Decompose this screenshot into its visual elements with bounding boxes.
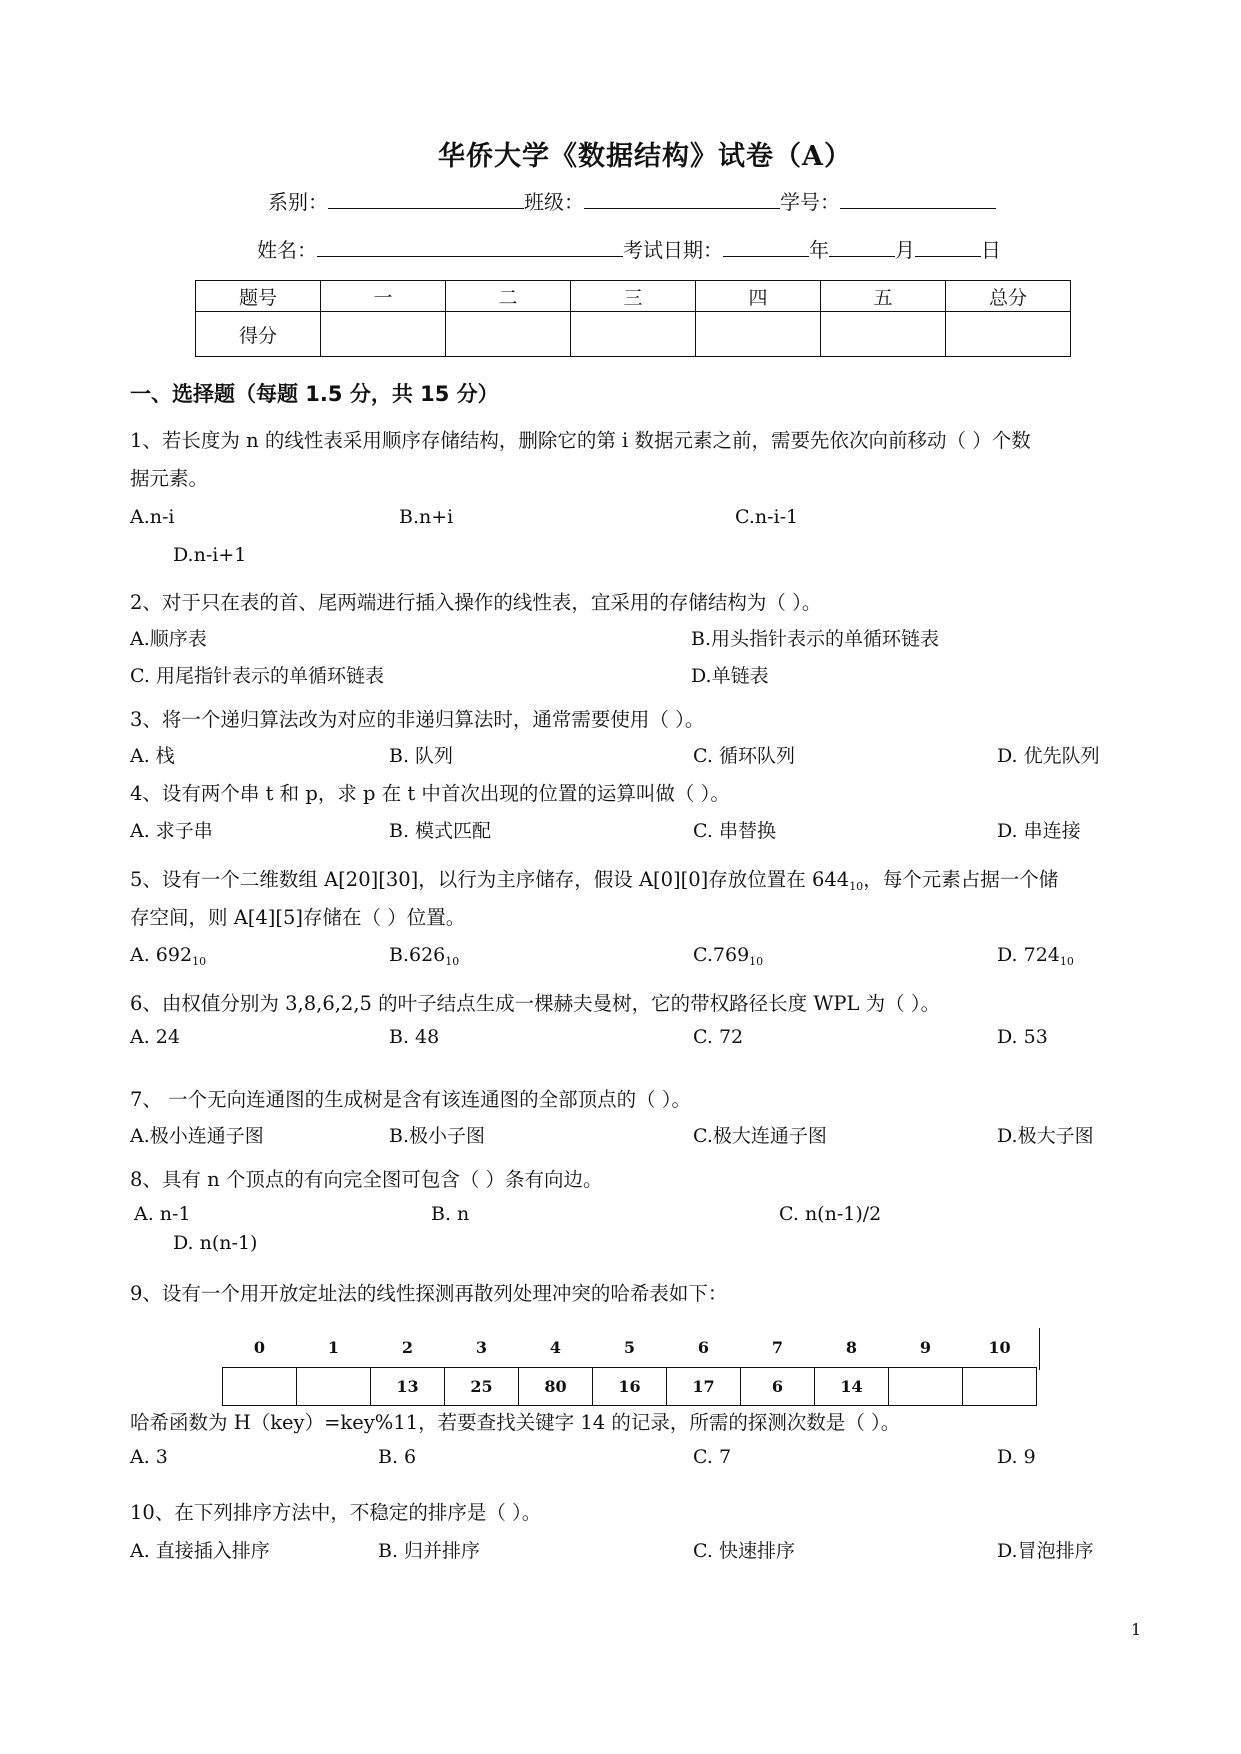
year-label: 年 <box>809 238 829 262</box>
hash-table <box>222 1328 1037 1406</box>
hash-index-cell: 2 <box>401 1338 414 1357</box>
q5-option-a-subscript: 10 <box>192 955 207 968</box>
score-cell <box>696 312 821 357</box>
dept-blank <box>328 188 524 209</box>
score-cell <box>321 312 446 357</box>
class-blank <box>584 188 780 209</box>
hash-index-cell: 6 <box>697 1338 710 1357</box>
score-header-cell: 总分 <box>946 281 1071 312</box>
question-9-hash-function: 哈希函数为 H（key）=key%11，若要查找关键字 14 的记录，所需的探测次数是（ ）。 <box>130 1411 901 1434</box>
exam-date-label: 考试日期： <box>623 238 723 262</box>
hash-key-row <box>223 1368 1037 1406</box>
q8-option-b: B. n <box>431 1203 470 1225</box>
q9-option-d: D. 9 <box>997 1446 1036 1468</box>
question-5-line-2: 存空间，则 A[4][5]存储在（ ）位置。 <box>130 906 466 929</box>
q2-option-a: A.顺序表 <box>130 628 207 650</box>
q2-option-b: B.用头指针表示的单循环链表 <box>691 628 940 650</box>
score-table <box>195 280 1071 357</box>
q9-option-c: C. 7 <box>693 1446 732 1468</box>
hash-key-cell: 6 <box>741 1368 815 1406</box>
q7-option-d: D.极大子图 <box>997 1125 1094 1147</box>
hash-index-cell: 8 <box>845 1338 858 1357</box>
class-label: 班级： <box>524 190 584 214</box>
score-cell <box>446 312 571 357</box>
score-row-label: 得分 <box>196 312 321 357</box>
hash-index-cell: 0 <box>253 1338 266 1357</box>
hash-key-cell: 16 <box>593 1368 667 1406</box>
score-header-cell: 题号 <box>196 281 321 312</box>
q8-option-a: A. n-1 <box>134 1203 191 1225</box>
score-table-header-row <box>196 281 1071 312</box>
q8-option-c: C. n(n-1)/2 <box>779 1203 882 1225</box>
info-line-2 <box>257 234 1001 263</box>
hash-key-cell: 13 <box>371 1368 445 1406</box>
hash-index-row <box>223 1328 1037 1368</box>
q1-option-d: D.n-i+1 <box>173 544 247 566</box>
q3-option-b: B. 队列 <box>389 745 454 767</box>
hash-index-cell: 9 <box>919 1338 932 1357</box>
q5-option-b <box>389 944 459 968</box>
student-id-label: 学号： <box>780 190 840 214</box>
year-blank <box>723 236 809 257</box>
dept-label: 系别： <box>268 190 328 214</box>
info-line-1 <box>268 186 996 215</box>
q10-option-c: C. 快速排序 <box>693 1540 795 1562</box>
q5-option-a-text: A. 692 <box>130 944 193 966</box>
q6-option-d: D. 53 <box>997 1026 1048 1048</box>
month-blank <box>829 236 895 257</box>
q5-option-d-subscript: 10 <box>1059 955 1074 968</box>
q5-text-part-2: ，每个元素占据一个储 <box>863 868 1059 891</box>
exam-title: 华侨大学《数据结构》试卷（A） <box>438 141 852 172</box>
student-id-blank <box>840 188 996 209</box>
q7-option-b: B.极小子图 <box>389 1125 486 1147</box>
question-9: 9、设有一个用开放定址法的线性探测再散列处理冲突的哈希表如下： <box>130 1282 728 1305</box>
q1-option-b: B.n+i <box>399 506 454 528</box>
q2-option-c: C. 用尾指针表示的单循环链表 <box>130 665 384 687</box>
q5-option-c <box>693 944 763 968</box>
score-header-cell: 四 <box>696 281 821 312</box>
hash-index-cell: 4 <box>549 1338 562 1357</box>
q5-subscript: 10 <box>849 880 864 893</box>
q4-option-d: D. 串连接 <box>997 820 1081 842</box>
q6-option-b: B. 48 <box>389 1026 440 1048</box>
q10-option-b: B. 归并排序 <box>378 1540 481 1562</box>
hash-index-cell: 1 <box>327 1338 340 1357</box>
q6-option-c: C. 72 <box>693 1026 744 1048</box>
page-number: 1 <box>1131 1620 1142 1639</box>
hash-key-cell: 80 <box>519 1368 593 1406</box>
q5-option-a <box>130 944 206 968</box>
question-3: 3、将一个递归算法改为对应的非递归算法时，通常需要使用（ ）。 <box>130 708 705 731</box>
q6-option-a: A. 24 <box>130 1026 180 1048</box>
hash-key-cell: 14 <box>815 1368 889 1406</box>
question-1-line-2: 据元素。 <box>130 467 209 490</box>
hash-index-cell: 5 <box>623 1338 636 1357</box>
q4-option-a: A. 求子串 <box>130 820 213 842</box>
q5-option-c-subscript: 10 <box>749 955 764 968</box>
score-header-cell: 二 <box>446 281 571 312</box>
q5-text-part-1: 5、设有一个二维数组 A[20][30]，以行为主序储存，假设 A[0][0]存放位置在 644 <box>130 868 850 891</box>
hash-key-cell <box>223 1368 297 1406</box>
q1-option-a: A.n-i <box>130 506 175 528</box>
q5-option-d <box>997 944 1074 968</box>
hash-table-right-rule <box>1039 1328 1040 1370</box>
hash-key-cell <box>963 1368 1037 1406</box>
name-label: 姓名： <box>257 238 317 262</box>
hash-index-cell: 10 <box>988 1338 1011 1357</box>
name-blank <box>317 236 623 257</box>
month-label: 月 <box>895 238 915 262</box>
q9-option-b: B. 6 <box>378 1446 417 1468</box>
score-cell <box>571 312 696 357</box>
question-1-line-1: 1、若长度为 n 的线性表采用顺序存储结构，删除它的第 i 数据元素之前，需要先依次向前移动（ ）个数 <box>130 429 1031 452</box>
score-cell <box>821 312 946 357</box>
hash-index-cell: 3 <box>475 1338 488 1357</box>
q10-option-d: D.冒泡排序 <box>997 1540 1094 1562</box>
q5-option-b-subscript: 10 <box>445 955 460 968</box>
question-10: 10、在下列排序方法中，不稳定的排序是（ ）。 <box>130 1501 542 1524</box>
q9-option-a: A. 3 <box>130 1446 168 1468</box>
q5-option-d-text: D. 724 <box>997 944 1060 966</box>
question-4: 4、设有两个串 t 和 p，求 p 在 t 中首次出现的位置的运算叫做（ ）。 <box>130 782 730 805</box>
hash-key-cell: 25 <box>445 1368 519 1406</box>
hash-index-cell: 7 <box>771 1338 784 1357</box>
section-heading: 一、选择题（每题 1.5 分，共 15 分） <box>130 382 499 406</box>
q3-option-d: D. 优先队列 <box>997 745 1100 767</box>
q3-option-a: A. 栈 <box>130 745 175 767</box>
hash-key-cell: 17 <box>667 1368 741 1406</box>
q5-option-c-text: C.769 <box>693 944 750 966</box>
question-8: 8、具有 n 个顶点的有向完全图可包含（ ）条有向边。 <box>130 1168 603 1191</box>
score-header-cell: 三 <box>571 281 696 312</box>
question-6: 6、由权值分别为 3,8,6,2,5 的叶子结点生成一棵赫夫曼树，它的带权路径长度 WPL 为（ ）。 <box>130 992 941 1015</box>
q5-option-b-text: B.626 <box>389 944 446 966</box>
q4-option-b: B. 模式匹配 <box>389 820 492 842</box>
question-7: 7、 一个无向连通图的生成树是含有该连通图的全部顶点的（ ）。 <box>130 1088 692 1111</box>
q4-option-c: C. 串替换 <box>693 820 776 842</box>
score-header-cell: 一 <box>321 281 446 312</box>
q8-option-d: D. n(n-1) <box>173 1232 258 1254</box>
day-label: 日 <box>981 238 1001 262</box>
question-2: 2、对于只在表的首、尾两端进行插入操作的线性表，宜采用的存储结构为（ ）。 <box>130 591 822 614</box>
score-table-score-row <box>196 312 1071 357</box>
q7-option-a: A.极小连通子图 <box>130 1125 264 1147</box>
day-blank <box>915 236 981 257</box>
score-cell <box>946 312 1071 357</box>
hash-key-cell <box>297 1368 371 1406</box>
q2-option-d: D.单链表 <box>691 665 769 687</box>
q10-option-a: A. 直接插入排序 <box>130 1540 270 1562</box>
score-header-cell: 五 <box>821 281 946 312</box>
hash-key-cell <box>889 1368 963 1406</box>
q3-option-c: C. 循环队列 <box>693 745 795 767</box>
q7-option-c: C.极大连通子图 <box>693 1125 827 1147</box>
q1-option-c: C.n-i-1 <box>735 506 799 528</box>
